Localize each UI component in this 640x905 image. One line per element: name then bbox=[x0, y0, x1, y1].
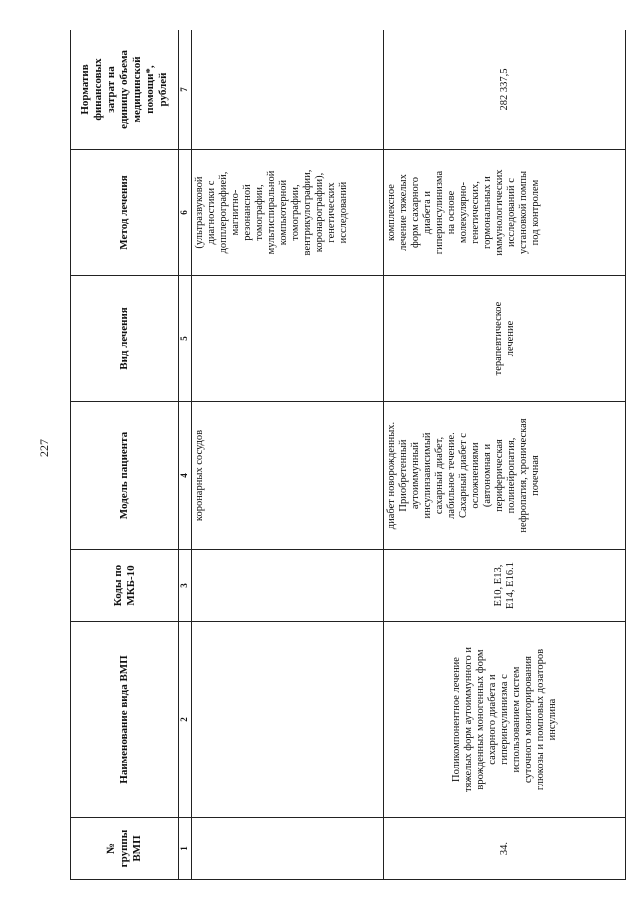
column-number: 2 bbox=[178, 621, 192, 817]
header-name: Наименование вида ВМП bbox=[71, 621, 179, 817]
cell-icd-codes: E10, E13, E14, E16.1 bbox=[384, 549, 626, 621]
cell-treatment-type bbox=[192, 275, 384, 401]
column-number: 7 bbox=[178, 30, 192, 149]
table-row-continued bbox=[192, 30, 384, 880]
page-number: 227 bbox=[37, 439, 51, 457]
cell-patient-model: диабет новорожденных. Приобретенный аутоиммунный инсулинзависимый сахарный диабет, лабильное течение. Сахарный диабет с осложнениями (автономная и периферическая полинейропатия, нефропатия, хроническая почечная bbox=[384, 401, 626, 549]
cell-cost-standard bbox=[192, 30, 384, 149]
cell-treatment-method: комплексное лечение тяжелых форм сахарного диабета и гиперинсулинизма на основе молекулярно- генетических, гормональных и иммунологических исследований с установкой помпы под контролем bbox=[384, 149, 626, 275]
vmp-table bbox=[70, 30, 626, 880]
table-header-row bbox=[70, 30, 179, 880]
header-cost-standard: Норматив финансовых затрат на единицу объема медицинской помощи*, рублей bbox=[71, 30, 179, 149]
table-row-34 bbox=[384, 30, 626, 880]
header-patient-model: Модель пациента bbox=[71, 401, 179, 549]
column-numbers-row bbox=[178, 30, 192, 880]
vmp-table-rotated bbox=[70, 30, 626, 880]
column-number: 4 bbox=[178, 401, 192, 549]
cell-group-no: 34. bbox=[384, 817, 626, 879]
header-icd-codes: Коды по МКБ-10 bbox=[71, 549, 179, 621]
cell-treatment-type: терапевтическое лечение bbox=[384, 275, 626, 401]
header-treatment-type: Вид лечения bbox=[71, 275, 179, 401]
cell-name: Поликомпонентное лечение тяжелых форм аутоиммунного и врожденных моногенных форм сахарного диабета и гиперинсулинизма с использованием систем суточного мониторирования глюкозы и помповых дозаторов инсулина bbox=[384, 621, 626, 817]
column-number: 1 bbox=[178, 817, 192, 879]
header-group-no: № группы ВМП bbox=[71, 817, 179, 879]
cell-name bbox=[192, 621, 384, 817]
cell-group-no bbox=[192, 817, 384, 879]
column-number: 6 bbox=[178, 149, 192, 275]
header-treatment-method: Метод лечения bbox=[71, 149, 179, 275]
cell-patient-model: коронарных сосудов bbox=[192, 401, 384, 549]
column-number: 5 bbox=[178, 275, 192, 401]
cell-cost-standard: 282 337,5 bbox=[384, 30, 626, 149]
cell-treatment-method: (ультразвуковой диагностики с допплерографией, магнитно- резонансной томографии, мультиспиральной компьютерной томографии, вентрикулографии, коронарографии), генетических исследований bbox=[192, 149, 384, 275]
cell-icd-codes bbox=[192, 549, 384, 621]
column-number: 3 bbox=[178, 549, 192, 621]
